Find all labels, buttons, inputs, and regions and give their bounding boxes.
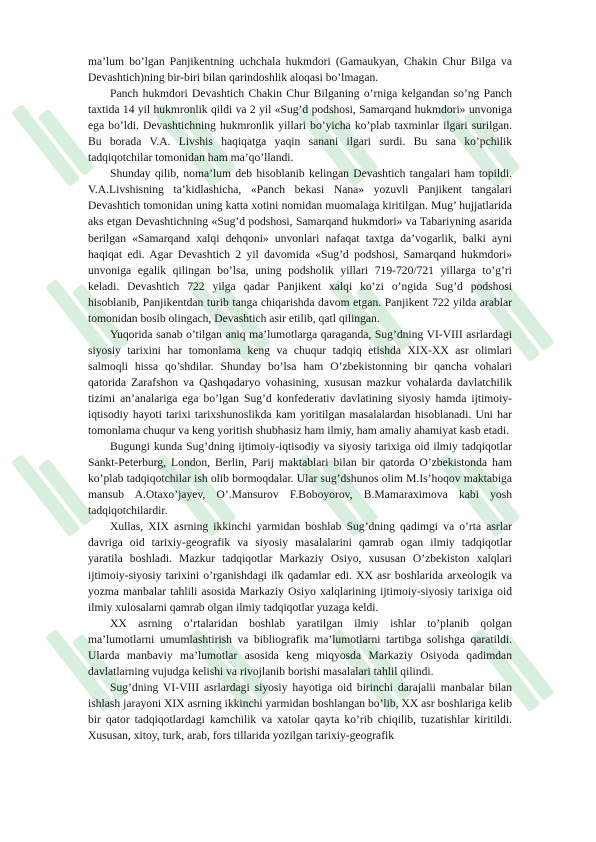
paragraph: Xullas, XIX asrning ikkinchi yarmidan boshlab Sug’dning qadimgi va o’rta asrlar davriga oid tarixiy-geografik va siyosiy masalalarini qamrab ogan ilmiy tadqiqotlar yaratila boshladi. Mazkur tadqiqotlar Markaziy Osiyo, xususan O’zbekiston xalqlari ijtimoiy-siyosiy tarixini o’rganishdagi ilk qadamlar edi. XX asr boshlarida arxeologik va yozma manbalar tahlili asosida Markaziy Osiyo xalqlarining ijtimoiy-siyosiy tarixiga oid ilmiy xulosalarni qamrab olgan ilmiy tadqiqotlar yuzaga keldi. (88, 520, 512, 614)
paragraph: Panch hukmdori Devashtich Chakin Chur Bilganing o’rniga kelgandan so’ng Panch taxtida 14 yil hukmronlik qildi va 2 yil «Sug’d podshosi, Samarqand hukmdori» unvoniga ega bo’ldi. Devashtichning hukmronlik yillari bo’yicha ko’plab taxminlar ilgari surilgan. Bu borada V.A. Livshis haqiqatga yaqin sanani ilgari surdi. Bu sana ko’pchilik tadqiqotchilar tomonidan ham ma’qo’llandi. (88, 87, 512, 165)
paragraph: Shunday qilib, noma’lum deb hisoblanib kelingan Devashtich tangalari ham topildi. V.A.Livshisning ta’kidlashicha, «Panch bekasi Nana» yozuvli Panjikent tangalari Devashtich tomonidan uning katta xotini nomidan muomalaga kiritilgan. Mug’ hujjatlarida aks etgan Devashtichning «Sug’d podshosi, Samarqand hukmdori» va Tabariyning asarida berilgan «Samarqand xalqi dehqoni» unvonlari nafaqat taxtga da’vogarlik, balki ayni haqiqat edi. Agar Devashtich 2 yil davomida «Sug’d podshosi, Samarqand hukmdori» unvoniga egalik qilingan bo’lsa, uning podsholik yillari 719-720/721 yillarga to’g’ri keladi. Devashtich 722 yilga qadar Panjikent xalqi ko’zi o’ngida Sug’d podshosi hisoblanib, Panjikentdan turib tanga chiqarishda davom etgan. Panjikent 722 yilda arablar tomonidan bosib olingach, Devashtich asir etilib, qatl qilingan. (88, 167, 512, 325)
paragraph: Yuqorida sanab o’tilgan aniq ma’lumotlarga qaraganda, Sug’dning VI-VIII asrlardagi siyosiy tarixini har tomonlama keng va chuqur tadqiq etishda XIX-XX asr olimlari salmoqli hissa qo’shdilar. Shunday bo’lsa ham O’zbekistonning bir qancha vohalari qatorida Zarafshon va Qashqadaryo vohasining, xususan mazkur vohalarda davlatchilik tizimi an’analariga ega bo’lgan Sug’d konfederativ davlatining siyosiy hamda ijtimoiy-iqtisodiy hayoti tarixi tarixshunoslikda kam yoritilgan masalalardan hisoblanadi. Uni har tomonlama chuqur va keng yoritish shubhasiz ham ilmiy, ham amaliy ahamiyat kasb etadi. (88, 327, 512, 438)
paragraph: XX asrning o’rtalaridan boshlab yaratilgan ilmiy ishlar to’planib qolgan ma’lumotlarni umumlashtirish va bibliografik ma’lumotlarni tartibga solishga qaratildi. Ularda manbaviy ma’lumotlar asosida keng miqyosda Markaziy Osiyoda qadimdan davlatlarning vujudga kelishi va rivojlanib borishi masalalari tahlil qilindi. (88, 616, 512, 678)
paragraph: Bugungi kunda Sug’dning ijtimoiy-iqtisodiy va siyosiy tarixiga oid ilmiy tadqiqotlar Sankt-Peterburg, London, Berlin, Parij maktablari bilan bir qatorda O’zbekistonda ham ko’plab tadqiqotchilar ish olib bormoqdalar. Ular sug’dshunos olim M.Is’hoqov maktabiga mansub A.Otaxo’jayev, O’.Mansurov F.Boboyorov, B.Mamaraximova kabi yosh tadqiqotchilardir. (88, 440, 512, 518)
paragraph: ma’lum bo’lgan Panjikentning uchchala hukmdori (Gamaukyan, Chakin Chur Bilga va Devashtich)ning bir-biri bilan qarindoshlik aloqasi bo’lmagan. (88, 55, 512, 85)
paragraph: Sug’dning VI-VIII asrlardagi siyosiy hayotiga oid birinchi darajalii manbalar bilan ishlash jarayoni XIX asrning ikkinchi yarmidan boshlangan bo’lib, XX asr boshlariga kelib bir qator tadqiqotlardagi kamchilik va xatolar qayta ko’rib chiqilib, tuzatishlar kiritildi. Xususan, xitoy, turk, arab, fors tillarida yozilgan tarixiy-geografik (88, 680, 512, 742)
body-text (88, 54, 512, 744)
